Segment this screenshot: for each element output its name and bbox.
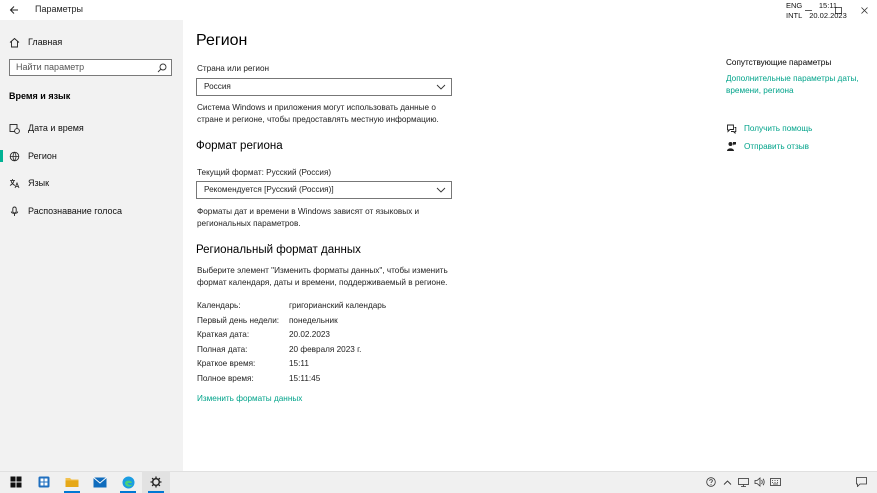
description-line: Система Windows и приложения могут использовать данные о xyxy=(197,103,436,112)
related-settings-heading: Сопутствующие параметры xyxy=(726,58,832,67)
detail-value-first-day: понедельник xyxy=(289,316,338,325)
sidebar-item-home[interactable] xyxy=(0,31,183,53)
chevron-down-icon xyxy=(436,83,446,91)
chevron-up-icon xyxy=(723,479,732,486)
format-dropdown[interactable] xyxy=(196,181,452,199)
language-icon xyxy=(8,177,20,189)
detail-value-short-date: 20.02.2023 xyxy=(289,330,330,339)
calendar-clock-icon xyxy=(8,122,20,134)
sidebar-item-region[interactable] xyxy=(0,145,183,167)
clock-time: 15:11 xyxy=(818,1,838,10)
current-format-label: Текущий формат: Русский (Россия) xyxy=(197,168,332,177)
format-description xyxy=(197,206,457,229)
keyboard-layout: INTL xyxy=(786,11,803,20)
detail-key-first-day: Первый день недели: xyxy=(197,316,280,325)
globe-icon xyxy=(8,150,20,162)
section-label: Время и язык xyxy=(9,91,71,101)
language-indicator[interactable] xyxy=(786,1,810,21)
keyboard-icon xyxy=(770,478,781,486)
sidebar-item-speech[interactable] xyxy=(0,200,183,222)
detail-key-calendar: Календарь: xyxy=(197,301,241,310)
detail-value-long-date: 20 февраля 2023 г. xyxy=(289,345,362,354)
country-dropdown[interactable] xyxy=(196,78,452,96)
sidebar-item-label: Дата и время xyxy=(28,123,84,133)
link-line: Дополнительные параметры даты, xyxy=(726,74,859,83)
country-label: Страна или регион xyxy=(197,64,270,73)
search-icon xyxy=(157,63,167,73)
microphone-icon xyxy=(8,205,20,217)
network-icon xyxy=(738,478,749,487)
detail-key-long-date: Полная дата: xyxy=(197,345,248,354)
regional-description xyxy=(197,265,457,288)
edge-browser-icon xyxy=(122,476,135,489)
format-heading: Формат региона xyxy=(196,140,283,152)
description-line: Выберите элемент "Изменить форматы данных", чтобы изменить xyxy=(197,266,448,275)
tray-network-icon[interactable] xyxy=(736,471,750,493)
description-line: формат календаря, даты и времени, поддерживаемый в регионе. xyxy=(197,277,448,287)
taskbar-settings[interactable] xyxy=(142,471,170,493)
country-description xyxy=(197,102,457,125)
sidebar-item-label: Язык xyxy=(28,178,50,188)
title-bar xyxy=(0,0,877,20)
tray-overflow-icon[interactable] xyxy=(720,471,734,493)
detail-value-short-time: 15:11 xyxy=(289,359,309,368)
mail-icon xyxy=(93,477,107,488)
taskbar-app-grid[interactable] xyxy=(30,471,58,493)
windows-logo-icon xyxy=(10,476,22,488)
clock-date: 20.02.2023 xyxy=(809,11,847,20)
language-code: ENG xyxy=(786,1,803,10)
description-line: Форматы дат и времени в Windows зависят от языковых и xyxy=(197,207,420,216)
sidebar-item-label: Регион xyxy=(28,151,57,161)
help-chat-icon xyxy=(726,123,737,134)
close-icon xyxy=(860,6,869,15)
back-button[interactable] xyxy=(0,0,28,20)
search-box[interactable] xyxy=(9,59,172,76)
format-value: Рекомендуется [Русский (Россия)] xyxy=(204,185,334,194)
speaker-icon xyxy=(754,477,765,487)
tray-help-icon[interactable] xyxy=(704,471,718,493)
app-grid-icon xyxy=(38,476,50,488)
related-settings-link[interactable] xyxy=(726,73,866,96)
detail-value-calendar: григорианский календарь xyxy=(289,301,387,310)
detail-key-short-date: Краткая дата: xyxy=(197,330,250,339)
gear-icon xyxy=(150,476,162,488)
feedback-label: Отправить отзыв xyxy=(744,142,809,151)
question-bubble-icon xyxy=(706,477,716,487)
description-line: стране и регионе, чтобы предоставлять местную информацию. xyxy=(197,114,439,124)
help-label: Получить помощь xyxy=(744,124,813,133)
detail-key-short-time: Краткое время: xyxy=(197,359,256,368)
link-line: времени, региона xyxy=(726,85,794,95)
feedback-person-icon xyxy=(726,141,737,152)
send-feedback-link[interactable] xyxy=(726,141,809,152)
get-help-link[interactable] xyxy=(726,123,812,134)
taskbar-edge[interactable] xyxy=(114,471,142,493)
search-input[interactable] xyxy=(16,62,156,72)
detail-value-long-time: 15:11:45 xyxy=(289,374,321,383)
chevron-down-icon xyxy=(436,186,446,194)
sidebar-item-label: Распознавание голоса xyxy=(28,206,123,216)
tray-volume-icon[interactable] xyxy=(752,471,766,493)
window-title: Параметры xyxy=(35,4,83,14)
notification-icon xyxy=(856,477,867,487)
taskbar-clock[interactable] xyxy=(808,1,848,21)
folder-icon xyxy=(65,476,79,488)
sidebar xyxy=(0,20,183,471)
taskbar-file-explorer[interactable] xyxy=(58,471,86,493)
change-formats-link[interactable]: Изменить форматы данных xyxy=(197,394,303,403)
tray-keyboard-icon[interactable] xyxy=(768,471,782,493)
detail-key-long-time: Полное время: xyxy=(197,374,254,383)
taskbar-mail[interactable] xyxy=(86,471,114,493)
arrow-left-icon xyxy=(9,5,19,15)
home-icon xyxy=(8,36,20,48)
regional-data-heading: Региональный формат данных xyxy=(196,244,361,256)
description-line: региональных параметров. xyxy=(197,218,301,228)
sidebar-item-language[interactable] xyxy=(0,172,183,194)
sidebar-item-label: Главная xyxy=(28,37,63,47)
tray-notifications-icon[interactable] xyxy=(852,471,870,493)
sidebar-item-date-time[interactable] xyxy=(0,117,183,139)
country-value: Россия xyxy=(204,82,231,91)
close-button[interactable] xyxy=(850,0,877,20)
page-title: Регион xyxy=(196,32,248,49)
start-button[interactable] xyxy=(2,471,30,493)
